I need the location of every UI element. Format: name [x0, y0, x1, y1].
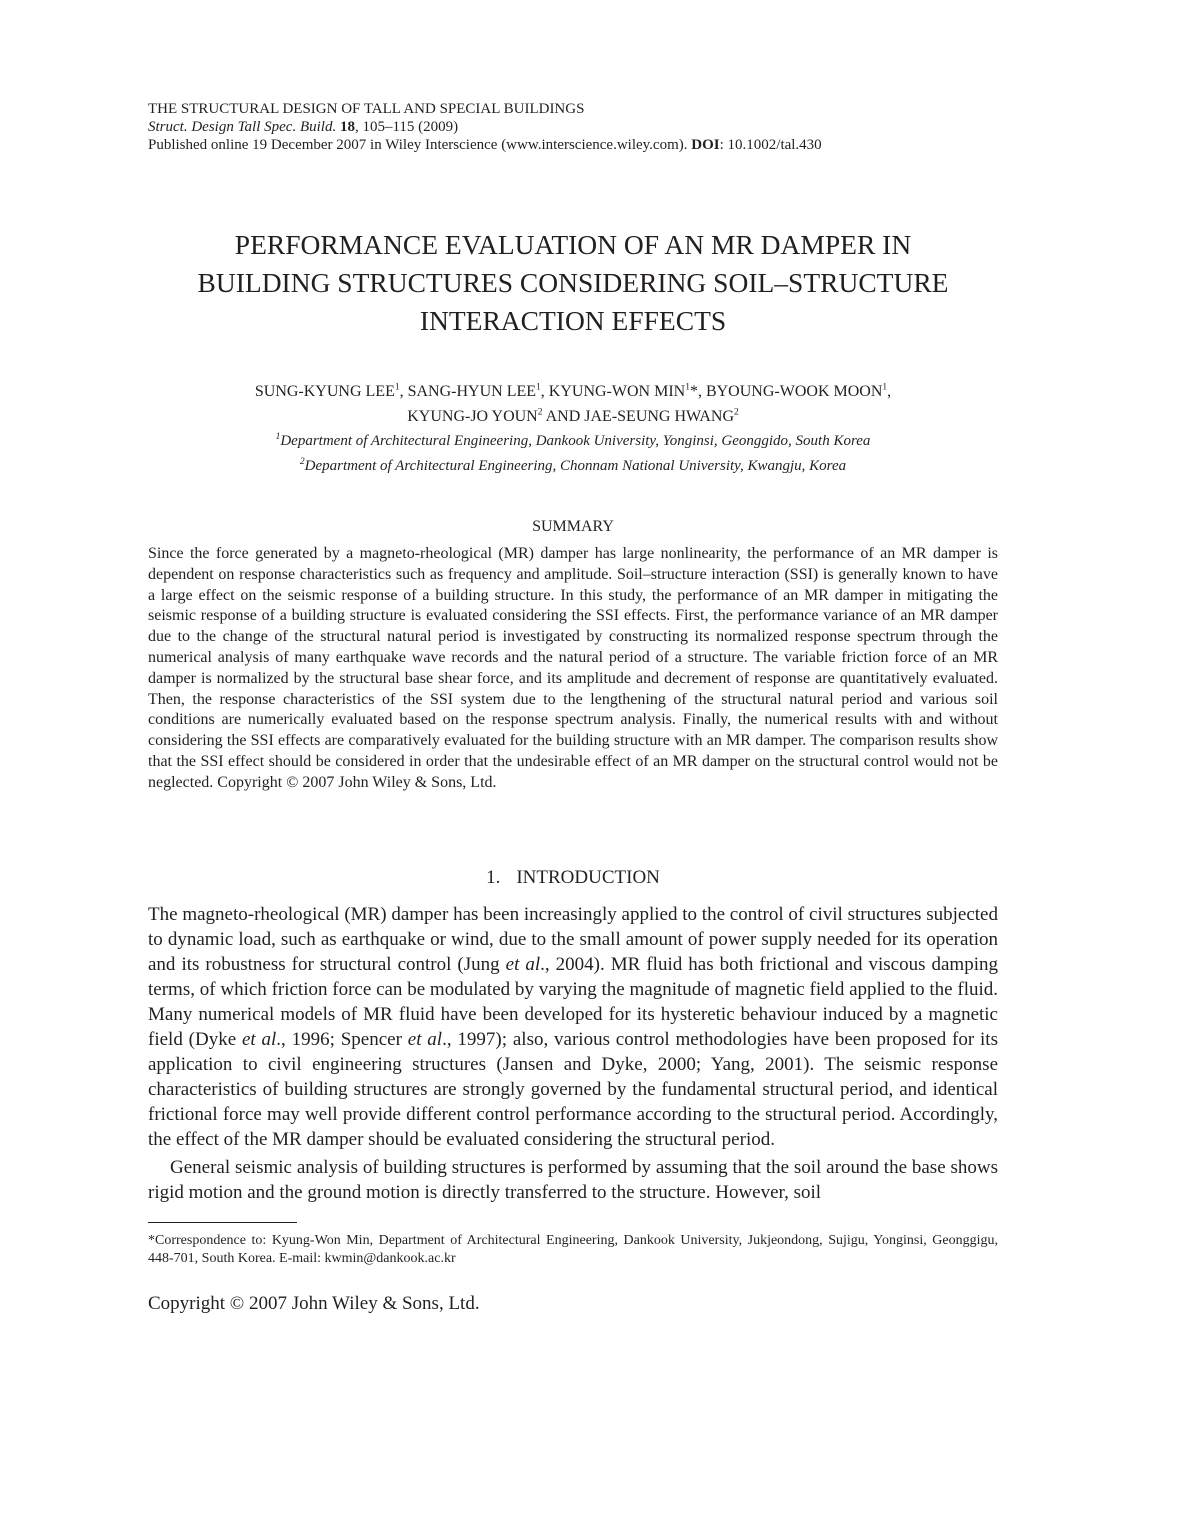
copyright-notice: Copyright © 2007 John Wiley & Sons, Ltd. — [148, 1292, 480, 1314]
paper-page — [148, 100, 998, 1316]
footnote-text: Correspondence to: Kyung-Won Min, Department of Architectural Engineering, Dankook University, Jukjeondong, Sujigu, Yonginsi, Geonggigu, 448-701, South Korea. E-mail: kwmin@dankook.ac.kr — [148, 1232, 998, 1266]
affiliation-1 — [148, 429, 998, 454]
text-run: The magneto-rheological (MR) damper has been increasingly applied to the control of civil structures subjected to dynamic load, such as earthquake or wind, due to the small amount of power supply needed for its operation and its robustness for structural control (Jung — [148, 903, 998, 975]
citation-line — [148, 118, 998, 136]
paper-title — [148, 226, 998, 340]
affil-marker: 1 — [394, 382, 400, 393]
corresponding-mark: * — [689, 383, 698, 400]
journal-header — [148, 100, 998, 154]
affiliation-2 — [148, 454, 998, 479]
paragraph-2: General seismic analysis of building structures is performed by assuming that the soil around the base shows rigid motion and the ground motion is directly transferred to the structure. However, soil — [148, 1156, 998, 1203]
author-name: , KYUNG-WON MIN — [540, 383, 686, 400]
affil-marker: 2 — [734, 407, 739, 418]
affil-marker: 1 — [882, 382, 888, 393]
affiliation-text: Department of Architectural Engineering, Chonnam National University, Kwangju, Korea — [304, 458, 847, 474]
affil-marker: 2 — [299, 457, 305, 467]
author-list — [148, 379, 998, 429]
section-number: 1. — [486, 866, 501, 888]
text-run: ., 1996; Spencer — [276, 1028, 408, 1050]
et-al: et al — [505, 953, 541, 975]
affiliation-list — [148, 429, 998, 479]
affiliation-text: Department of Architectural Engineering, Dankook University, Yonginsi, Geonggido, South Korea — [280, 433, 871, 449]
author-name: AND JAE-SEUNG HWANG — [542, 408, 735, 425]
affil-marker: 2 — [537, 407, 543, 418]
author-line-2 — [148, 404, 998, 429]
author-name: KYUNG-JO YOUN — [407, 408, 538, 425]
affil-marker: 1 — [275, 432, 281, 442]
section-title: INTRODUCTION — [516, 866, 660, 888]
footnote-mark: * — [148, 1232, 155, 1248]
footnote-divider — [148, 1222, 297, 1223]
affil-marker: 1 — [685, 382, 690, 393]
footnote — [148, 1232, 998, 1268]
separator: , — [887, 383, 892, 400]
journal-abbrev: Struct. Design Tall Spec. Build. — [148, 119, 337, 135]
summary-heading: SUMMARY — [532, 518, 614, 535]
doi-value: : 10.1002/tal.430 — [719, 137, 822, 153]
publication-line — [148, 136, 998, 154]
et-al: et al — [241, 1028, 277, 1050]
et-al: et al — [407, 1028, 443, 1050]
paragraph-1 — [148, 902, 998, 1152]
title-line-1: PERFORMANCE EVALUATION OF AN MR DAMPER IN — [234, 229, 912, 260]
volume-number: 18 — [339, 119, 355, 135]
introduction-body — [148, 902, 998, 1205]
text-run: ., 2004). MR fluid has both frictional and viscous damping terms, of which friction force can be modulated by varying the magnitude of magnetic field applied to the fluid. Many numerical models of MR fluid have been developed for its hysteretic behaviour induced by a magnetic field (Dyke — [148, 953, 998, 1050]
text-run: ., 1997); also, various control methodologies have been proposed for its application to civil engineering structures (Jansen and Dyke, 2000; Yang, 2001). The seismic response characteristics of building structures are strongly governed by the fundamental structural period, and identical frictional force may well provide different control performance according to the structural period. Accordingly, the effect of the MR damper should be evaluated considering the structural period. — [148, 1028, 998, 1150]
author-name: SUNG-KYUNG LEE — [254, 383, 395, 400]
section-heading — [148, 866, 998, 890]
author-name: , SANG-HYUN LEE — [399, 383, 537, 400]
author-name: , BYOUNG-WOOK MOON — [697, 383, 883, 400]
published-info: Published online 19 December 2007 in Wiley Interscience (www.interscience.wiley.com). — [148, 137, 692, 153]
doi-label: DOI — [691, 137, 720, 153]
title-line-2: BUILDING STRUCTURES CONSIDERING SOIL–STRUCTURE — [197, 267, 949, 298]
author-line-1 — [148, 379, 998, 404]
pages-year: , 105–115 (2009) — [354, 119, 459, 135]
summary-text: Since the force generated by a magneto-rheological (MR) damper has large nonlinearity, the performance of an MR damper is dependent on response characteristics such as frequency and amplitude. Soil–structure interaction (SSI) is generally known to have a large effect on the seismic response of a building structure. In this study, the performance of an MR damper in mitigating the seismic response of a building structure is evaluated considering the SSI effects. First, the performance variance of an MR damper due to the change of the structural natural period is investigated by constructing its normalized response spectrum through the numerical analysis of many earthquake wave records and the natural period of a structure. The variable friction force of an MR damper is normalized by the structural base shear force, and its amplitude and decrement of response are quantitatively evaluated. Then, the response characteristics of the SSI system due to the lengthening of the structural natural period and various soil conditions are numerically evaluated based on the response spectrum analysis. Finally, the numerical results with and without considering the SSI effects are comparatively evaluated for the building structure with an MR damper. The comparison results show that the SSI effect should be considered in order that the undesirable effect of an MR damper on the structural control would not be neglected. Copyright © 2007 John Wiley & Sons, Ltd. — [148, 545, 998, 791]
title-line-3: INTERACTION EFFECTS — [419, 305, 727, 336]
journal-name: THE STRUCTURAL DESIGN OF TALL AND SPECIAL BUILDINGS — [148, 101, 585, 117]
affil-marker: 1 — [536, 382, 541, 393]
